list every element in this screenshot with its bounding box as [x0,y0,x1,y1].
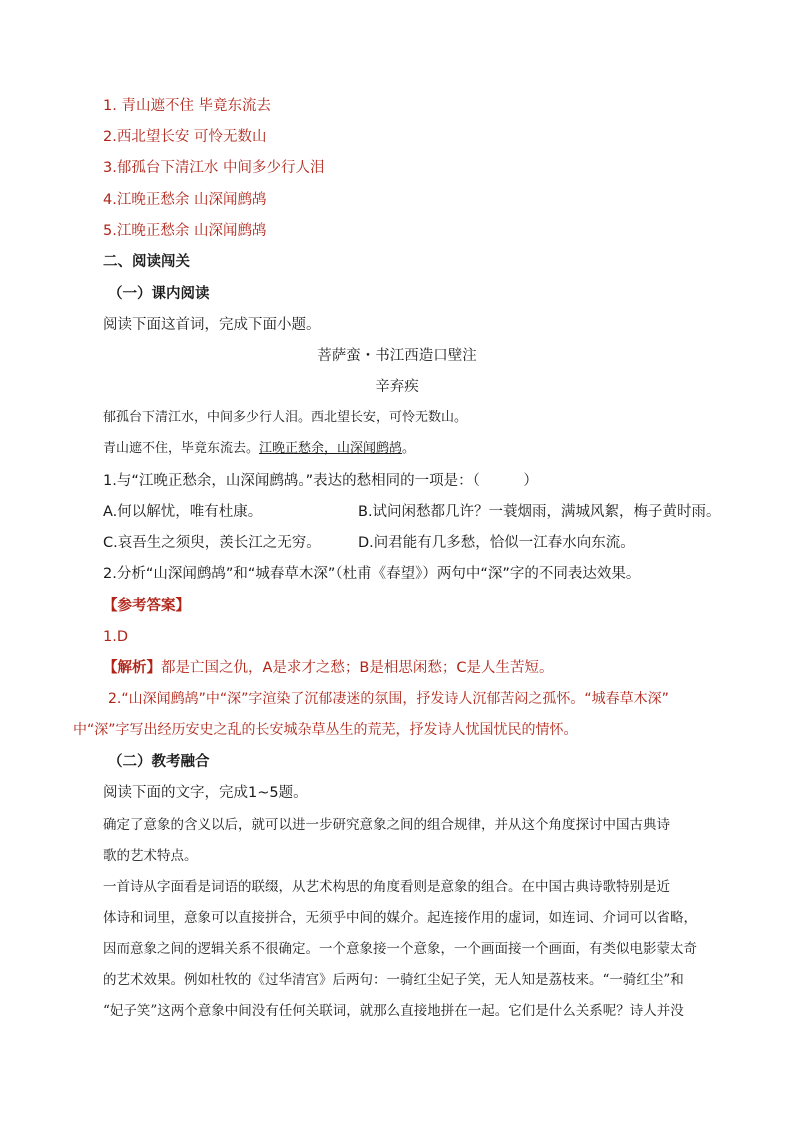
answer-item-4: 4.江晚正愁余 山深闻鹧鸪 [103,192,267,208]
essay-line: 一首诗从字面看是词语的联缀，从艺术构思的角度看则是意象的组合。在中国古典诗歌特别是近 [103,879,670,895]
analysis [103,658,554,678]
answer-1: 1.D [103,629,128,645]
essay-line: “妃子笑”这两个意象中间没有任何关联词，就那么直接地拼在一起。它们是什么关系呢？诗人并没 [103,1003,684,1019]
answer-2-line-2: 中“深”字写出经历安史之乱的长安城杂草丛生的荒芜，抒发诗人忧国忧民的情怀。 [73,722,578,738]
analysis-text: 都是亡国之仇，A是求才之愁；B是相思闲愁；C是人生苦短。 [161,660,554,676]
question-1-option-d: D.问君能有几多愁，恰似一江春水向东流。 [358,535,635,551]
subsection-instruction-2: 阅读下面的文字，完成1~5题。 [103,785,308,801]
essay-line: 因而意象之间的逻辑关系不很确定。一个意象接一个意象，一个画面接一个画面，有类似电影蒙太奇 [103,941,697,957]
essay-line: 体诗和词里，意象可以直接拼合，无须乎中间的媒介。起连接作用的虚词，如连词、介词可以省略， [103,910,697,926]
subsection-title-1: （一）课内阅读 [108,286,210,302]
poem-line-1: 郁孤台下清江水，中间多少行人泪。西北望长安，可怜无数山。 [103,410,468,425]
analysis-label: 【解析】 [103,660,161,676]
poem-line-2-end: 。 [402,441,416,456]
essay-line: 确定了意象的含义以后，就可以进一步研究意象之间的组合规律，并从这个角度探讨中国古典诗 [103,817,670,833]
answer-item-2: 2.西北望长安 可怜无数山 [103,129,267,145]
answer-item-3: 3.郁孤台下清江水 中间多少行人泪 [103,160,325,176]
question-1-option-c: C.哀吾生之须臾，羡长江之无穷。 [103,535,321,551]
question-1-stem: 1.与“江晚正愁余，山深闻鹧鸪。”表达的愁相同的一项是：（ ） [103,473,538,489]
poem-title: 菩萨蛮・书江西造口壁注 [317,348,477,364]
subsection-instruction-1: 阅读下面这首词，完成下面小题。 [103,317,321,333]
poem-underlined-phrase: 江晚正愁余，山深闻鹧鸪 [259,441,403,456]
poem-line-2-plain: 青山遮不住，毕竟东流去。 [103,441,260,456]
section-title: 二、阅读闯关 [103,254,190,270]
poem-author: 辛弃疾 [375,379,419,395]
poem-line-2 [103,439,415,459]
subsection-title-2: （二）教考融合 [108,754,210,770]
question-2-stem: 2.分析“山深闻鹧鸪”和“城春草木深”（杜甫《春望》）两句中“深”字的不同表达效果。 [103,566,641,582]
essay-line: 歌的艺术特点。 [103,848,198,864]
answer-item-5: 5.江晚正愁余 山深闻鹧鸪 [103,223,267,239]
answer-item-1: 1. 青山遮不住 毕竟东流去 [103,98,272,114]
question-1-option-a: A.何以解忧，唯有杜康。 [103,504,263,520]
question-1-option-b: B.试问闲愁都几许？一蓑烟雨，满城风絮，梅子黄时雨。 [358,504,721,520]
reference-answer-label: 【参考答案】 [103,598,190,614]
essay-line: 的艺术效果。例如杜牧的《过华清宫》后两句：一骑红尘妃子笑，无人知是荔枝来。“一骑红尘”和 [103,972,684,988]
answer-2-line-1: 2.“山深闻鹧鸪”中“深”字渲染了沉郁凄迷的氛围，抒发诗人沉郁苦闷之孤怀。“城春草木深” [108,691,669,707]
